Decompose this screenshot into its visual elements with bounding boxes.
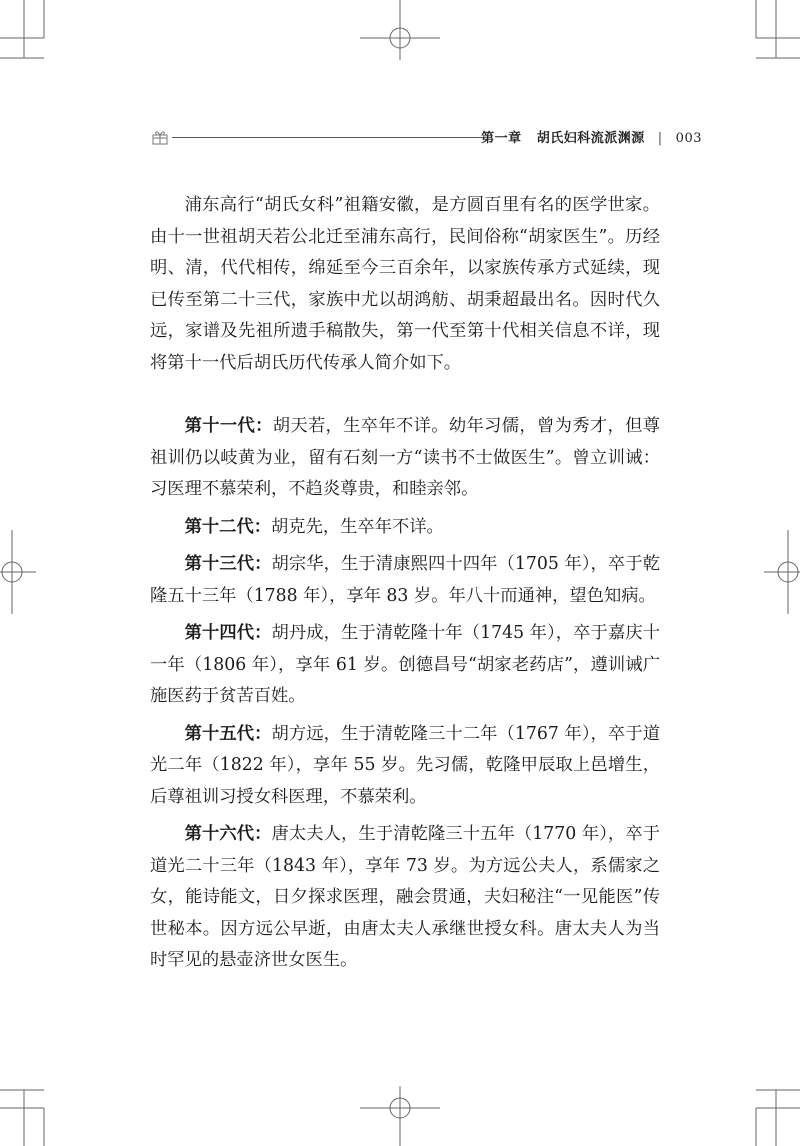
chapter-label: 第一章 [481, 131, 522, 146]
running-header [150, 127, 702, 149]
ornament-icon [150, 127, 170, 147]
chapter-title: 胡氏妇科流派渊源 [536, 131, 645, 146]
generation-label: 第十一代： [184, 416, 273, 436]
generation-label: 第十六代： [184, 824, 272, 844]
generation-label: 第十五代： [184, 723, 272, 744]
generation-label: 第十四代： [184, 623, 272, 643]
generation-entry [150, 618, 660, 713]
generation-text: 胡丹成，生于清乾隆十年（1745 年），卒于嘉庆十一年（1806 年），享年 61 岁。创德昌号“胡家老药店”，遵训诫广施医药于贫苦百姓。 [150, 623, 660, 706]
generation-label: 第十三代： [184, 554, 272, 574]
generation-entry [150, 819, 660, 977]
generation-entry [150, 411, 660, 506]
header-rule [172, 137, 484, 138]
generation-entry [150, 719, 660, 814]
generation-entry [150, 549, 660, 612]
header-separator: | [657, 131, 663, 146]
generation-text: 胡宗华，生于清康熙四十四年（1705 年），卒于乾隆五十三年（1788 年），享年 83 岁。年八十而通神，望色知病。 [150, 554, 660, 606]
generation-entry [150, 512, 660, 544]
page-number: 003 [675, 131, 702, 146]
main-text [150, 190, 660, 983]
generation-text: 唐太夫人，生于清乾隆三十五年（1770 年），卒于道光二十三年（1843 年），享年 73 岁。为方远公夫人，系儒家之女，能诗能文，日夕探求医理，融会贯通，夫妇秘注“一见能医”传世秘本。因方远公早逝，由唐太夫人承继世授女科。唐太夫人为当时罕见的悬壶济世女医生。 [150, 824, 660, 970]
generation-text: 胡克先，生卒年不详。 [271, 516, 444, 537]
intro-paragraph: 浦东高行“胡氏女科”祖籍安徽，是方圆百里有名的医学世家。由十一世祖胡天若公北迁至浦东高行，民间俗称“胡家医生”。历经明、清，代代相传，绵延至今三百余年，以家族传承方式延续，现已传至第二十三代，家族中尤以胡鸿舫、胡秉超最出名。因时代久远，家谱及先祖所遗手稿散失，第一代至第十代相关信息不详，现将第十一代后胡氏历代传承人简介如下。 [150, 195, 660, 373]
generation-text: 胡方远，生于清乾隆三十二年（1767 年），卒于道光二年（1822 年），享年 55 岁。先习儒，乾隆甲辰取上邑增生，后尊祖训习授女科医理，不慕荣利。 [150, 723, 660, 807]
header-text [481, 127, 702, 146]
generation-text: 胡天若，生卒年不详。幼年习儒，曾为秀才，但尊祖训仍以岐黄为业，留有石刻一方“读书不士做医生”。曾立训诫：习医理不慕荣利，不趋炎尊贵，和睦亲邻。 [150, 416, 660, 499]
generation-label: 第十二代： [184, 516, 272, 537]
